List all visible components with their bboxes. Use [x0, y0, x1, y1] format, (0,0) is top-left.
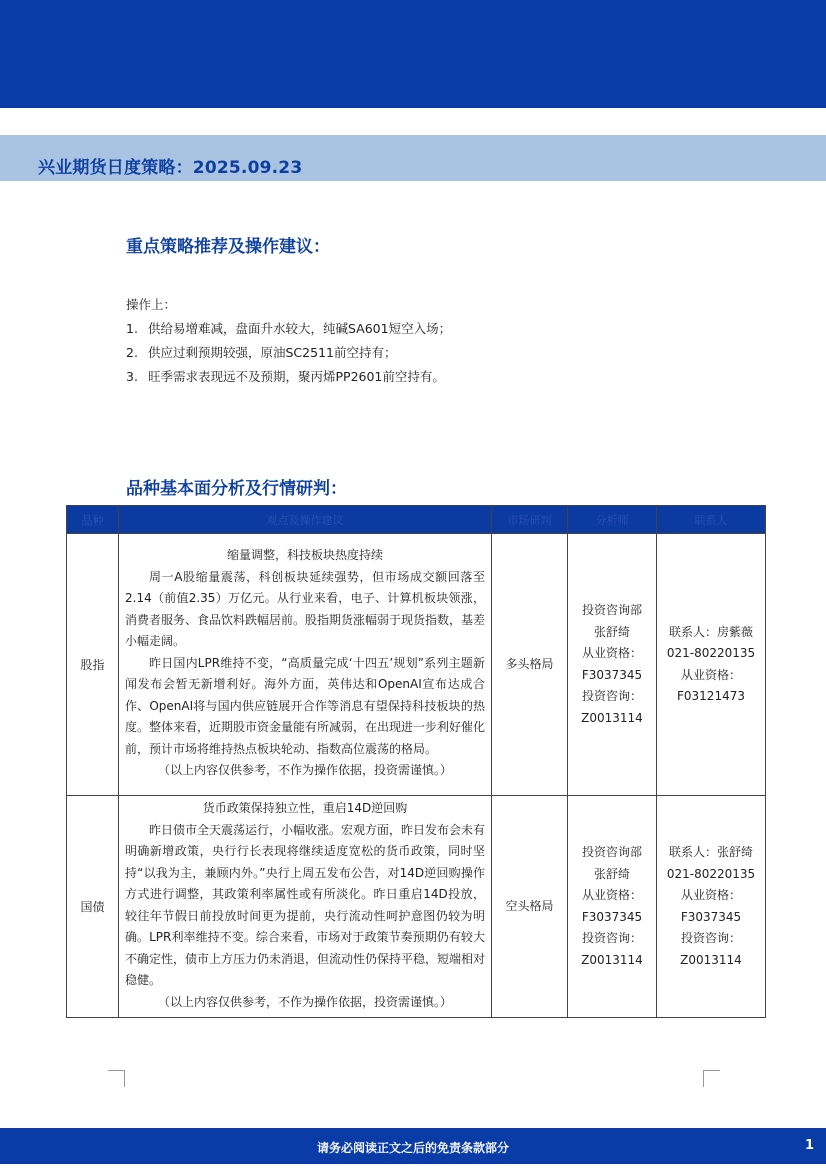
view-paragraph: 昨日国内LPR维持不变，“高质量完成‘十四五’规划”系列主题新闻发布会暂无新增利好。海外方面，英伟达和OpenAI宣布达成合作、OpenAI将与国内供应链展开合作等消息有望保持科技板块的热度。整体来看，近期股市资金量能有所减弱，在出现进一步利好催化前，预计市场将维持热点板块轮动、指数高位震荡的格局。 — [125, 655, 486, 756]
analyst-line: 投资咨询： — [581, 931, 642, 945]
crop-mark-left — [108, 1070, 125, 1087]
list-item — [126, 341, 451, 365]
footer-disclaimer: 请务必阅读正文之后的免责条款部分 — [316, 1141, 509, 1155]
analysis-heading: 品种基本面分析及行情研判： — [126, 479, 347, 499]
strategy-heading: 重点策略推荐及操作建议： — [126, 237, 330, 257]
table-row — [67, 796, 766, 1018]
view-cell — [119, 796, 492, 1018]
analyst-line: F3037345 — [581, 909, 643, 924]
operations-intro: 操作上： — [126, 297, 177, 312]
list-item-number: 2. — [126, 345, 138, 360]
analyst-line: 张舒绮 — [593, 866, 630, 881]
contact-line: 投资咨询： — [680, 931, 741, 945]
view-paragraph: 昨日债市全天震荡运行，小幅收涨。宏观方面，昨日发布会未有明确新增政策，央行行长表现将继续适度宽松的货币政策，同时坚持“以我为主，兼顾内外。”央行上周五发布公告，对14D逆回购操作方式进行调整，其政策利率属性或有所淡化。昨日重启14D投放，较往年节假日前投放时间更为提前，央行流动性呵护意图仍较为明确。LPR利率维持不变。综合来看，市场对于政策节奏预期仍有较大不确定性，债市上方压力仍未消退，但流动性仍保持平稳，短端相对稳健。 — [125, 822, 486, 987]
analyst-line: Z0013114 — [581, 710, 643, 725]
header-analyst: 分析师 — [568, 506, 657, 534]
outlook-cell: 空头格局 — [492, 796, 568, 1018]
contact-cell — [657, 796, 766, 1018]
top-banner — [0, 0, 826, 108]
view-paragraph: 周一A股缩量震荡，科创板块延续强势，但市场成交额回落至2.14（前值2.35）万亿元。从行业来看，电子、计算机板块领涨，消费者服务、食品饮料跌幅居前。股指期货涨幅弱于现货指数，基差小幅走阔。 — [125, 569, 486, 649]
list-item-text: 供应过剩预期较强，原油SC2511前空持有； — [148, 345, 397, 360]
page-number: 1 — [804, 1138, 814, 1153]
page-title: 兴业期货日度策略：2025.09.23 — [38, 158, 303, 178]
contact-line: 从业资格： — [680, 888, 741, 902]
analyst-line: Z0013114 — [581, 952, 643, 967]
contact-line: 联系人：房紫薇 — [668, 624, 753, 639]
disclaimer-note: （以上内容仅供参考，不作为操作依据，投资需谨慎。） — [157, 763, 452, 778]
list-item-text: 供给易增难减，盘面升水较大，纯碱SA601短空入场； — [148, 321, 452, 336]
list-item-text: 旺季需求表现远不及预期，聚丙烯PP2601前空持有。 — [148, 369, 445, 384]
list-item-number: 3. — [126, 369, 138, 384]
table-header-row — [67, 506, 766, 534]
view-cell — [119, 534, 492, 796]
header-outlook: 市场研判 — [492, 506, 568, 534]
view-subtitle: 货币政策保持独立性，重启14D逆回购 — [202, 801, 408, 815]
analysis-table-container — [66, 505, 765, 1018]
header-contact: 联系人 — [657, 506, 766, 534]
title-band — [0, 135, 826, 181]
table-row — [67, 534, 766, 796]
contact-cell — [657, 534, 766, 796]
list-item — [126, 365, 451, 389]
list-item-number: 1. — [126, 321, 138, 336]
analyst-line: 投资咨询部 — [581, 845, 642, 859]
contact-line: F3037345 — [680, 909, 742, 924]
analyst-cell — [568, 796, 657, 1018]
analyst-line: 投资咨询部 — [581, 603, 642, 617]
footer-bar — [0, 1128, 826, 1164]
disclaimer-note: （以上内容仅供参考，不作为操作依据，投资需谨慎。） — [157, 994, 452, 1009]
analyst-line: F3037345 — [581, 667, 643, 682]
category-cell: 国债 — [67, 796, 119, 1018]
header-view: 观点及操作建议 — [119, 506, 492, 534]
contact-line: 021-80220135 — [666, 646, 756, 660]
analyst-line: 投资咨询： — [581, 689, 642, 703]
contact-line: 021-80220135 — [666, 866, 756, 881]
analyst-line: 从业资格： — [581, 888, 642, 902]
analyst-line: 从业资格： — [581, 646, 642, 660]
contact-line: 联系人：张舒绮 — [668, 845, 753, 859]
category-cell: 股指 — [67, 534, 119, 796]
analyst-line: 张舒绮 — [593, 624, 630, 639]
header-category: 品种 — [67, 506, 119, 534]
operations-list — [126, 293, 451, 389]
contact-line: 从业资格： — [680, 667, 741, 682]
contact-line: Z0013114 — [680, 952, 742, 967]
list-item — [126, 317, 451, 341]
analysis-table — [66, 505, 766, 1018]
view-subtitle: 缩量调整，科技板块热度持续 — [226, 548, 383, 563]
crop-mark-right — [703, 1070, 720, 1087]
contact-line: F03121473 — [677, 689, 745, 703]
outlook-cell: 多头格局 — [492, 534, 568, 796]
analyst-cell — [568, 534, 657, 796]
